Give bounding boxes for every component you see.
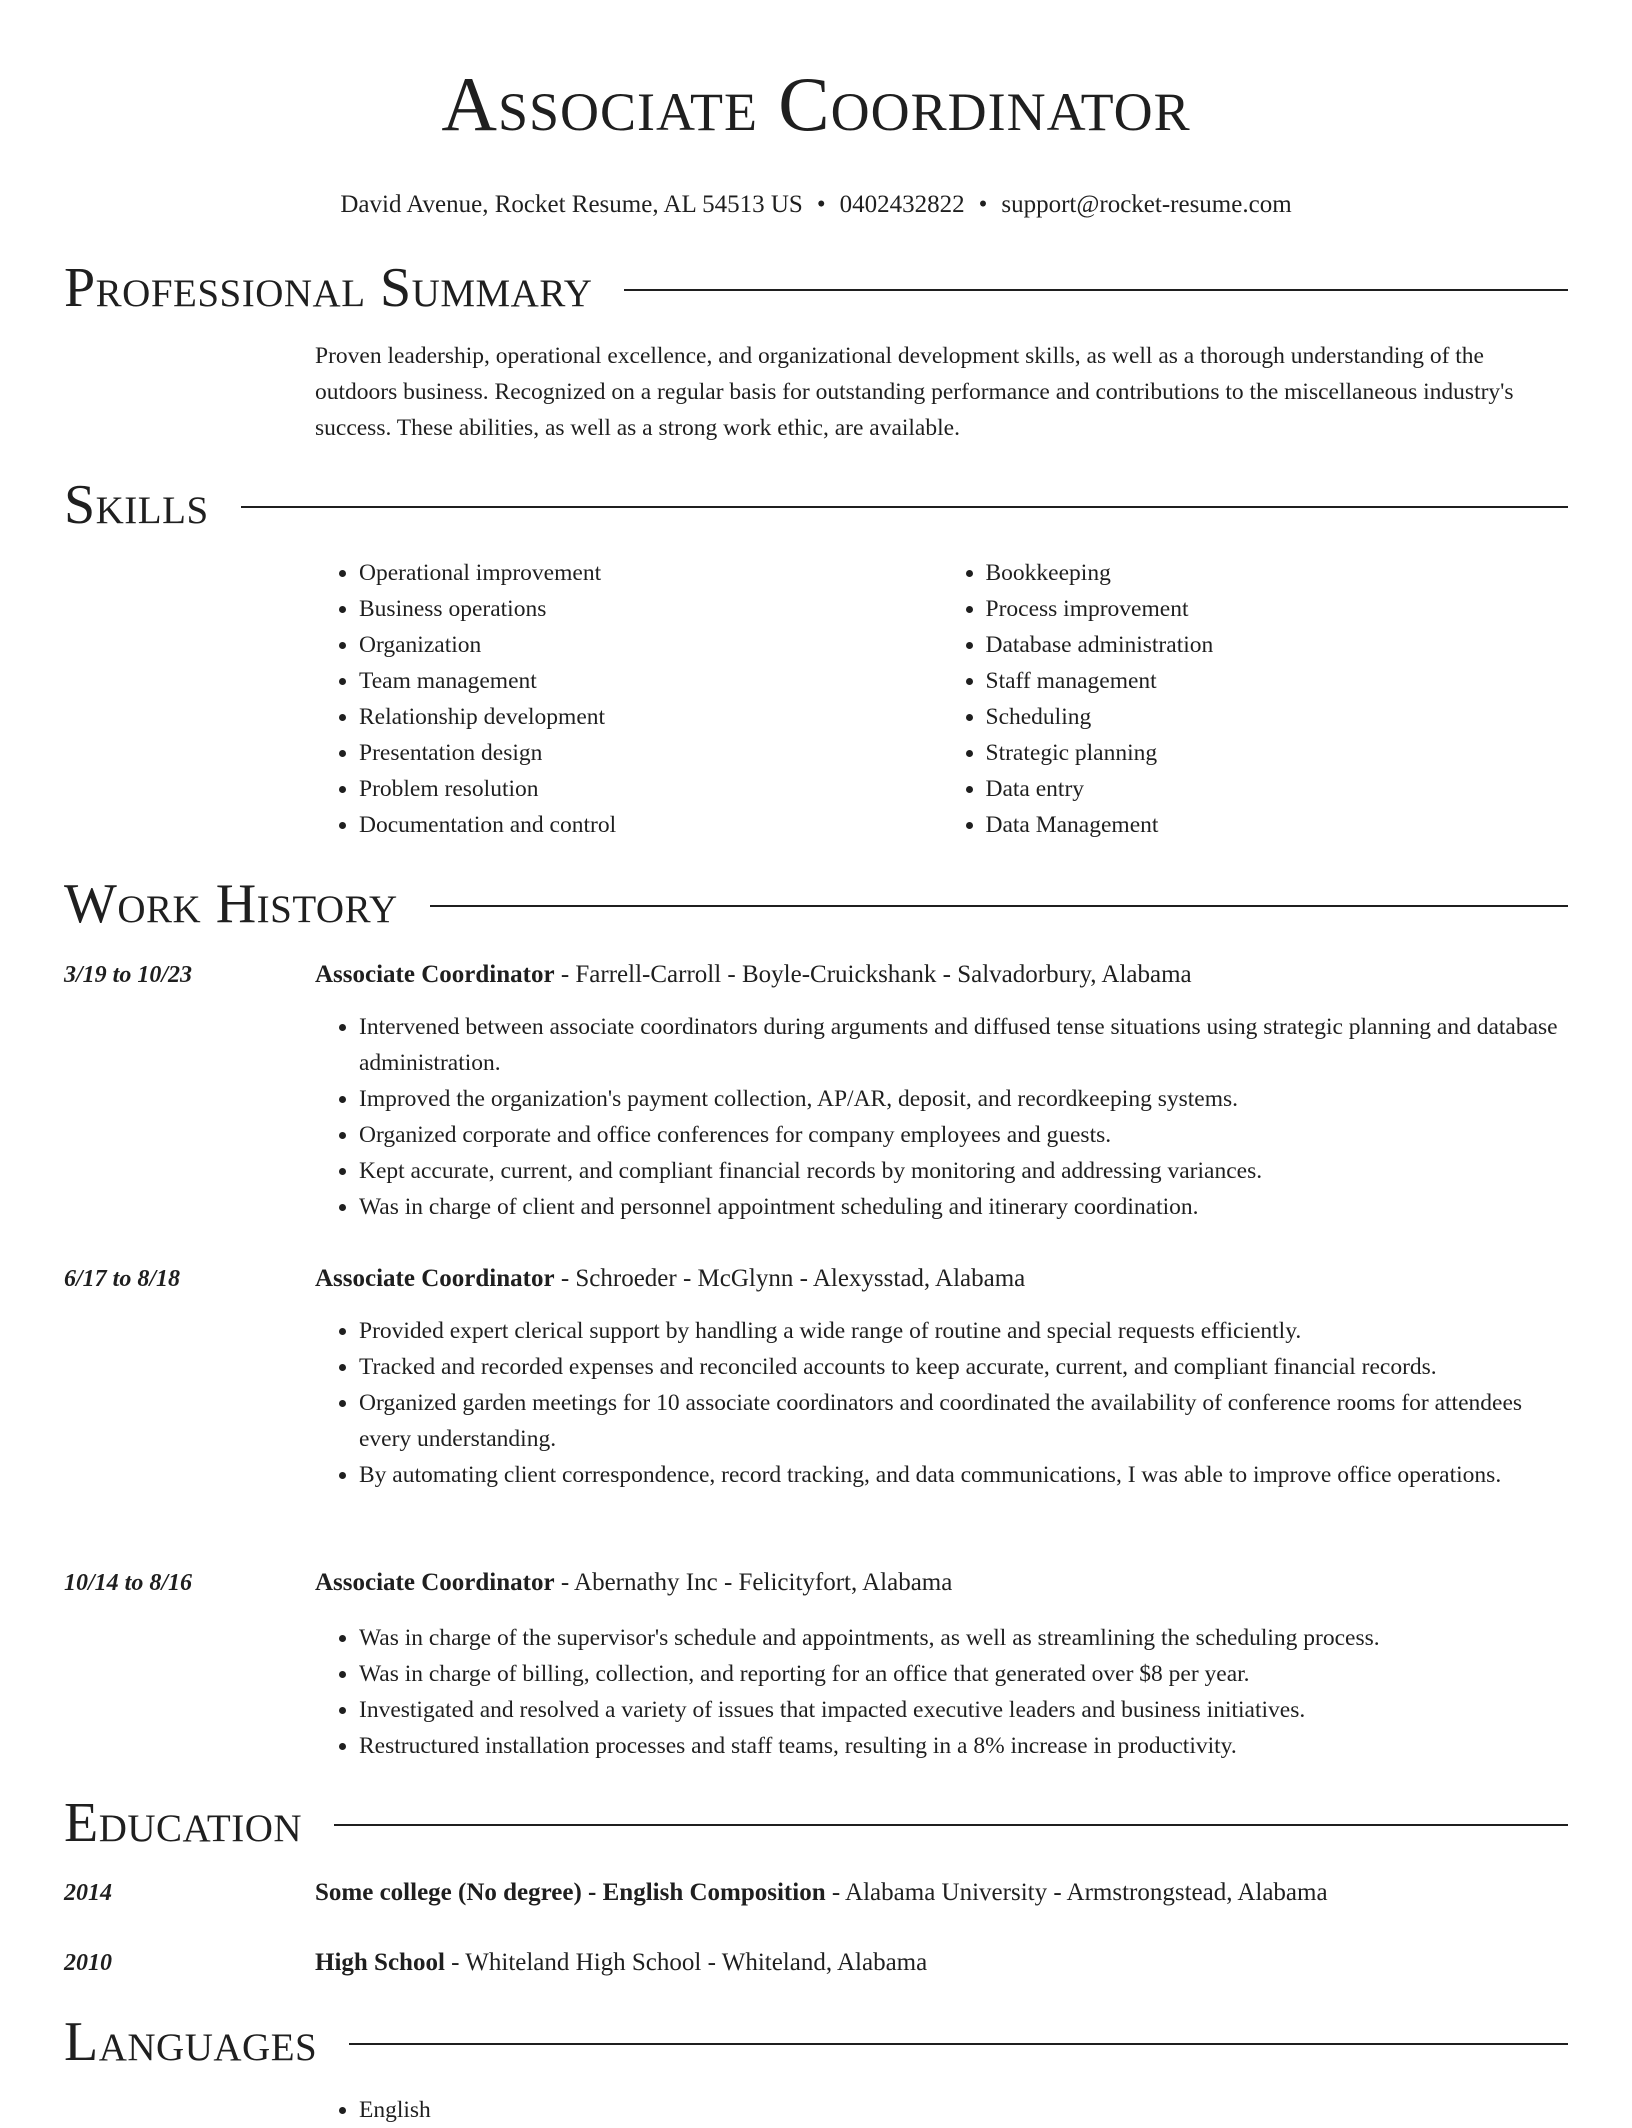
job-date: 3/19 to 10/23: [64, 962, 193, 988]
job-bullet: • Organized corporate and office conferences for company employees and guests.: [359, 1117, 1568, 1153]
skill-item: • Staff management: [986, 663, 1569, 699]
education-title: High School: [315, 1949, 445, 1976]
section-title-languages: Languages: [64, 2011, 318, 2073]
job-title: Associate Coordinator: [315, 961, 555, 988]
job-date: 10/14 to 8/16: [64, 1570, 193, 1596]
education-details: - Alabama University - Armstrongstead, Alabama: [825, 1879, 1328, 1906]
education-date: 2014: [64, 1880, 112, 1906]
section-title-education: Education: [64, 1792, 303, 1854]
education-entry: [315, 1875, 1568, 1911]
job-title: Associate Coordinator: [315, 1569, 555, 1596]
contact-email[interactable]: support@rocket-resume.com: [1001, 191, 1292, 218]
section-header-work: [64, 872, 1568, 936]
job-bullet: • Was in charge of client and personnel appointment scheduling and itinerary coordination.: [359, 1189, 1568, 1225]
job-bullets: [315, 1009, 1568, 1225]
contact-separator: •: [978, 191, 988, 218]
section-title-skills: Skills: [64, 474, 209, 536]
job-bullet: • Was in charge of billing, collection, and reporting for an office that generated over $8 per year.: [359, 1656, 1568, 1692]
skill-item: • Bookkeeping: [986, 555, 1569, 591]
job-bullets-block: [315, 1620, 1568, 1764]
education-details: - Whiteland High School - Whiteland, Alabama: [444, 1949, 928, 1976]
section-title-summary: Professional Summary: [64, 257, 593, 319]
section-divider: [241, 506, 1568, 508]
skill-item: • Relationship development: [359, 699, 942, 735]
contact-line: [0, 190, 1632, 220]
job-bullet: • Restructured installation processes and staff teams, resulting in a 8% increase in productivity.: [359, 1728, 1568, 1764]
section-divider: [624, 289, 1568, 291]
skill-item: • Data entry: [986, 771, 1569, 807]
section-header-languages: [64, 2010, 1568, 2074]
job-title-line: [315, 1261, 1568, 1297]
languages-block: [315, 2092, 1568, 2128]
job-bullet: • Tracked and recorded expenses and reconciled accounts to keep accurate, current, and compliant financial records.: [359, 1349, 1568, 1385]
job-bullet: • By automating client correspondence, record tracking, and data communications, I was able to improve office operations.: [359, 1457, 1568, 1493]
summary-text: Proven leadership, operational excellence, and organizational development skills, as well as a thorough understanding of the outdoors business. Recognized on a regular basis for outstanding performance and contributions to the miscellaneous industry's success. These abilities, as well as a strong work ethic, are available.: [315, 343, 1514, 441]
skill-item: • Business operations: [359, 591, 942, 627]
skill-item: • Organization: [359, 627, 942, 663]
skills-list-right: [942, 555, 1569, 843]
job-bullet: • Was in charge of the supervisor's schedule and appointments, as well as streamlining the scheduling process.: [359, 1620, 1568, 1656]
contact-address: David Avenue, Rocket Resume, AL 54513 US: [340, 191, 803, 218]
job-title: Associate Coordinator: [315, 1265, 555, 1292]
languages-list: [315, 2092, 1568, 2128]
job-details: - Farrell-Carroll - Boyle-Cruickshank - Salvadorbury, Alabama: [554, 961, 1192, 988]
job-details: - Abernathy Inc - Felicityfort, Alabama: [554, 1569, 953, 1596]
job-details: - Schroeder - McGlynn - Alexysstad, Alabama: [554, 1265, 1026, 1292]
skill-item: • Problem resolution: [359, 771, 942, 807]
job-title-line: [315, 957, 1568, 993]
skills-list-left: [315, 555, 942, 843]
section-divider: [430, 905, 1568, 907]
skill-item: • Strategic planning: [986, 735, 1569, 771]
summary-block: [315, 338, 1568, 446]
skill-item: • Process improvement: [986, 591, 1569, 627]
section-divider: [349, 2043, 1568, 2045]
contact-phone: 0402432822: [839, 191, 965, 218]
section-header-summary: [64, 256, 1568, 320]
skills-block: [315, 555, 1568, 843]
skill-item: • Team management: [359, 663, 942, 699]
section-title-work: Work History: [64, 873, 398, 935]
skill-item: • Database administration: [986, 627, 1569, 663]
skill-item: • Scheduling: [986, 699, 1569, 735]
job-bullet: • Provided expert clerical support by handling a wide range of routine and special requests efficiently.: [359, 1313, 1568, 1349]
language-item: • English: [359, 2092, 1568, 2128]
job-date: 6/17 to 8/18: [64, 1266, 181, 1292]
job-bullet: • Organized garden meetings for 10 associate coordinators and coordinated the availability of conference rooms for attendees every understanding.: [359, 1385, 1568, 1457]
education-entry: [315, 1945, 1568, 1981]
job-bullets: [315, 1313, 1568, 1493]
skill-item: • Documentation and control: [359, 807, 942, 843]
job-bullets-block: [315, 1009, 1568, 1225]
job-bullet: • Kept accurate, current, and compliant financial records by monitoring and addressing variances.: [359, 1153, 1568, 1189]
skill-item: • Operational improvement: [359, 555, 942, 591]
section-header-skills: [64, 473, 1568, 537]
job-bullets-block: [315, 1313, 1568, 1493]
skill-item: • Presentation design: [359, 735, 942, 771]
job-title-line: [315, 1565, 1568, 1601]
job-bullets: [315, 1620, 1568, 1764]
job-bullet: • Investigated and resolved a variety of issues that impacted executive leaders and business initiatives.: [359, 1692, 1568, 1728]
job-bullet: • Improved the organization's payment collection, AP/AR, deposit, and recordkeeping systems.: [359, 1081, 1568, 1117]
skill-item: • Data Management: [986, 807, 1569, 843]
contact-separator: •: [816, 191, 826, 218]
education-date: 2010: [64, 1950, 112, 1976]
section-header-education: [64, 1791, 1568, 1855]
resume-name: Associate Coordinator: [441, 61, 1191, 147]
education-title: Some college (No degree) - English Composition: [315, 1879, 826, 1906]
job-bullet: • Intervened between associate coordinators during arguments and diffused tense situations using strategic planning and database administration.: [359, 1009, 1568, 1081]
section-divider: [334, 1824, 1568, 1826]
